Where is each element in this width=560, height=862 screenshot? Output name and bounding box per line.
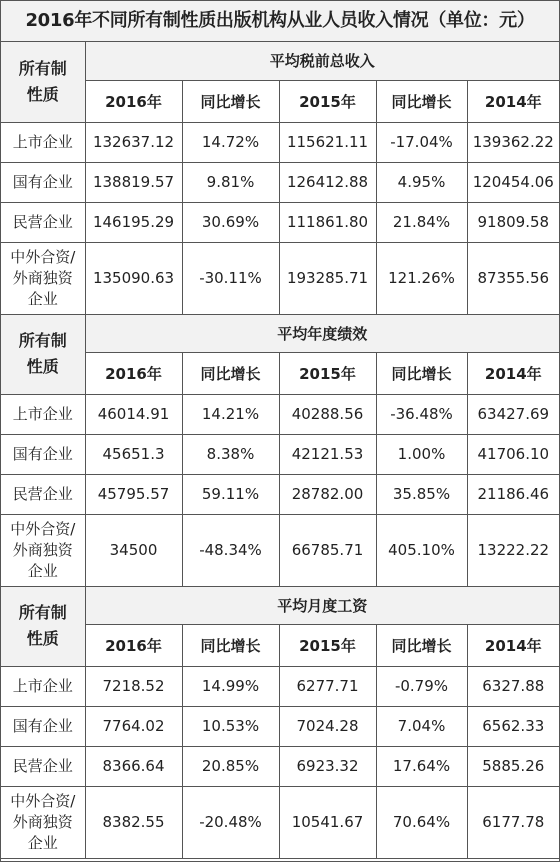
table-cell: 8366.64	[85, 746, 182, 786]
table-row	[1, 746, 559, 786]
table-cell: 9.81%	[182, 162, 279, 202]
table-cell: 111861.80	[279, 202, 376, 242]
table-cell: 138819.57	[85, 162, 182, 202]
income-table	[1, 42, 559, 859]
table-cell: 120454.06	[467, 162, 559, 202]
table-row	[1, 786, 559, 858]
table-row	[1, 394, 559, 434]
table-cell: 28782.00	[279, 474, 376, 514]
column-header: 同比增长	[182, 80, 279, 122]
enterprise-type: 民营企业	[1, 746, 85, 786]
enterprise-type: 国有企业	[1, 162, 85, 202]
table-cell: 59.11%	[182, 474, 279, 514]
table-cell: 87355.56	[467, 242, 559, 314]
table-cell: 14.72%	[182, 122, 279, 162]
enterprise-type: 中外合资/ 外商独资 企业	[1, 514, 85, 586]
column-header-row	[1, 80, 559, 122]
section-metric-title: 平均月度工资	[85, 586, 559, 624]
table-row	[1, 706, 559, 746]
column-header: 2014年	[467, 80, 559, 122]
section-header-row	[1, 586, 559, 624]
table-cell: 14.21%	[182, 394, 279, 434]
table-cell: 17.64%	[376, 746, 467, 786]
section-metric-title: 平均年度绩效	[85, 314, 559, 352]
table-cell: 115621.11	[279, 122, 376, 162]
enterprise-type: 民营企业	[1, 474, 85, 514]
table-cell: 42121.53	[279, 434, 376, 474]
table-cell: 5885.26	[467, 746, 559, 786]
enterprise-type: 国有企业	[1, 706, 85, 746]
column-header: 2014年	[467, 624, 559, 666]
enterprise-type: 中外合资/ 外商独资 企业	[1, 242, 85, 314]
column-header: 2015年	[279, 80, 376, 122]
table-cell: 41706.10	[467, 434, 559, 474]
table-cell: 121.26%	[376, 242, 467, 314]
table-cell: 70.64%	[376, 786, 467, 858]
column-header: 2015年	[279, 624, 376, 666]
section-owner-label: 所有制 性质	[1, 586, 85, 666]
table-cell: 20.85%	[182, 746, 279, 786]
section-header-row	[1, 314, 559, 352]
section-metric-title: 平均税前总收入	[85, 42, 559, 80]
table-row	[1, 242, 559, 314]
column-header-row	[1, 624, 559, 666]
table-row	[1, 434, 559, 474]
table-row	[1, 162, 559, 202]
column-header: 同比增长	[182, 352, 279, 394]
column-header: 2016年	[85, 80, 182, 122]
table-cell: 6327.88	[467, 666, 559, 706]
enterprise-type: 民营企业	[1, 202, 85, 242]
page-title: 2016年不同所有制性质出版机构从业人员收入情况（单位：元）	[1, 1, 559, 42]
table-cell: 45651.3	[85, 434, 182, 474]
table-cell: 21.84%	[376, 202, 467, 242]
column-header: 2016年	[85, 352, 182, 394]
table-cell: 6923.32	[279, 746, 376, 786]
table-cell: 45795.57	[85, 474, 182, 514]
table-cell: 6562.33	[467, 706, 559, 746]
table-cell: 7764.02	[85, 706, 182, 746]
table-cell: 8382.55	[85, 786, 182, 858]
column-header-row	[1, 352, 559, 394]
enterprise-type: 上市企业	[1, 122, 85, 162]
table-cell: 30.69%	[182, 202, 279, 242]
table-cell: -17.04%	[376, 122, 467, 162]
table-row	[1, 666, 559, 706]
table-cell: -20.48%	[182, 786, 279, 858]
table-cell: 7218.52	[85, 666, 182, 706]
table-cell: 6277.71	[279, 666, 376, 706]
column-header: 同比增长	[376, 624, 467, 666]
table-cell: 6177.78	[467, 786, 559, 858]
column-header: 同比增长	[376, 352, 467, 394]
table-row	[1, 202, 559, 242]
table-cell: 63427.69	[467, 394, 559, 434]
table-cell: 40288.56	[279, 394, 376, 434]
table-cell: 66785.71	[279, 514, 376, 586]
table-cell: 8.38%	[182, 434, 279, 474]
table-cell: 1.00%	[376, 434, 467, 474]
table-cell: 405.10%	[376, 514, 467, 586]
table-cell: 7.04%	[376, 706, 467, 746]
table-cell: 14.99%	[182, 666, 279, 706]
enterprise-type: 中外合资/ 外商独资 企业	[1, 786, 85, 858]
table-cell: 35.85%	[376, 474, 467, 514]
table-row	[1, 514, 559, 586]
table-cell: 135090.63	[85, 242, 182, 314]
table-cell: 10541.67	[279, 786, 376, 858]
section-owner-label: 所有制 性质	[1, 314, 85, 394]
column-header: 2014年	[467, 352, 559, 394]
column-header: 同比增长	[182, 624, 279, 666]
table-cell: 139362.22	[467, 122, 559, 162]
enterprise-type: 上市企业	[1, 394, 85, 434]
column-header: 2016年	[85, 624, 182, 666]
section-owner-label: 所有制 性质	[1, 42, 85, 122]
table-cell: 21186.46	[467, 474, 559, 514]
table-cell: 34500	[85, 514, 182, 586]
section-header-row	[1, 42, 559, 80]
enterprise-type: 上市企业	[1, 666, 85, 706]
table-cell: -48.34%	[182, 514, 279, 586]
table-cell: 91809.58	[467, 202, 559, 242]
table-cell: -36.48%	[376, 394, 467, 434]
table-cell: 126412.88	[279, 162, 376, 202]
table-cell: 13222.22	[467, 514, 559, 586]
table-cell: 4.95%	[376, 162, 467, 202]
table-cell: -30.11%	[182, 242, 279, 314]
table-cell: 7024.28	[279, 706, 376, 746]
table-cell: 193285.71	[279, 242, 376, 314]
column-header: 2015年	[279, 352, 376, 394]
table-cell: 146195.29	[85, 202, 182, 242]
table-row	[1, 122, 559, 162]
table-cell: 132637.12	[85, 122, 182, 162]
enterprise-type: 国有企业	[1, 434, 85, 474]
column-header: 同比增长	[376, 80, 467, 122]
table-cell: 46014.91	[85, 394, 182, 434]
table-cell: 10.53%	[182, 706, 279, 746]
table-cell: -0.79%	[376, 666, 467, 706]
table-row	[1, 474, 559, 514]
